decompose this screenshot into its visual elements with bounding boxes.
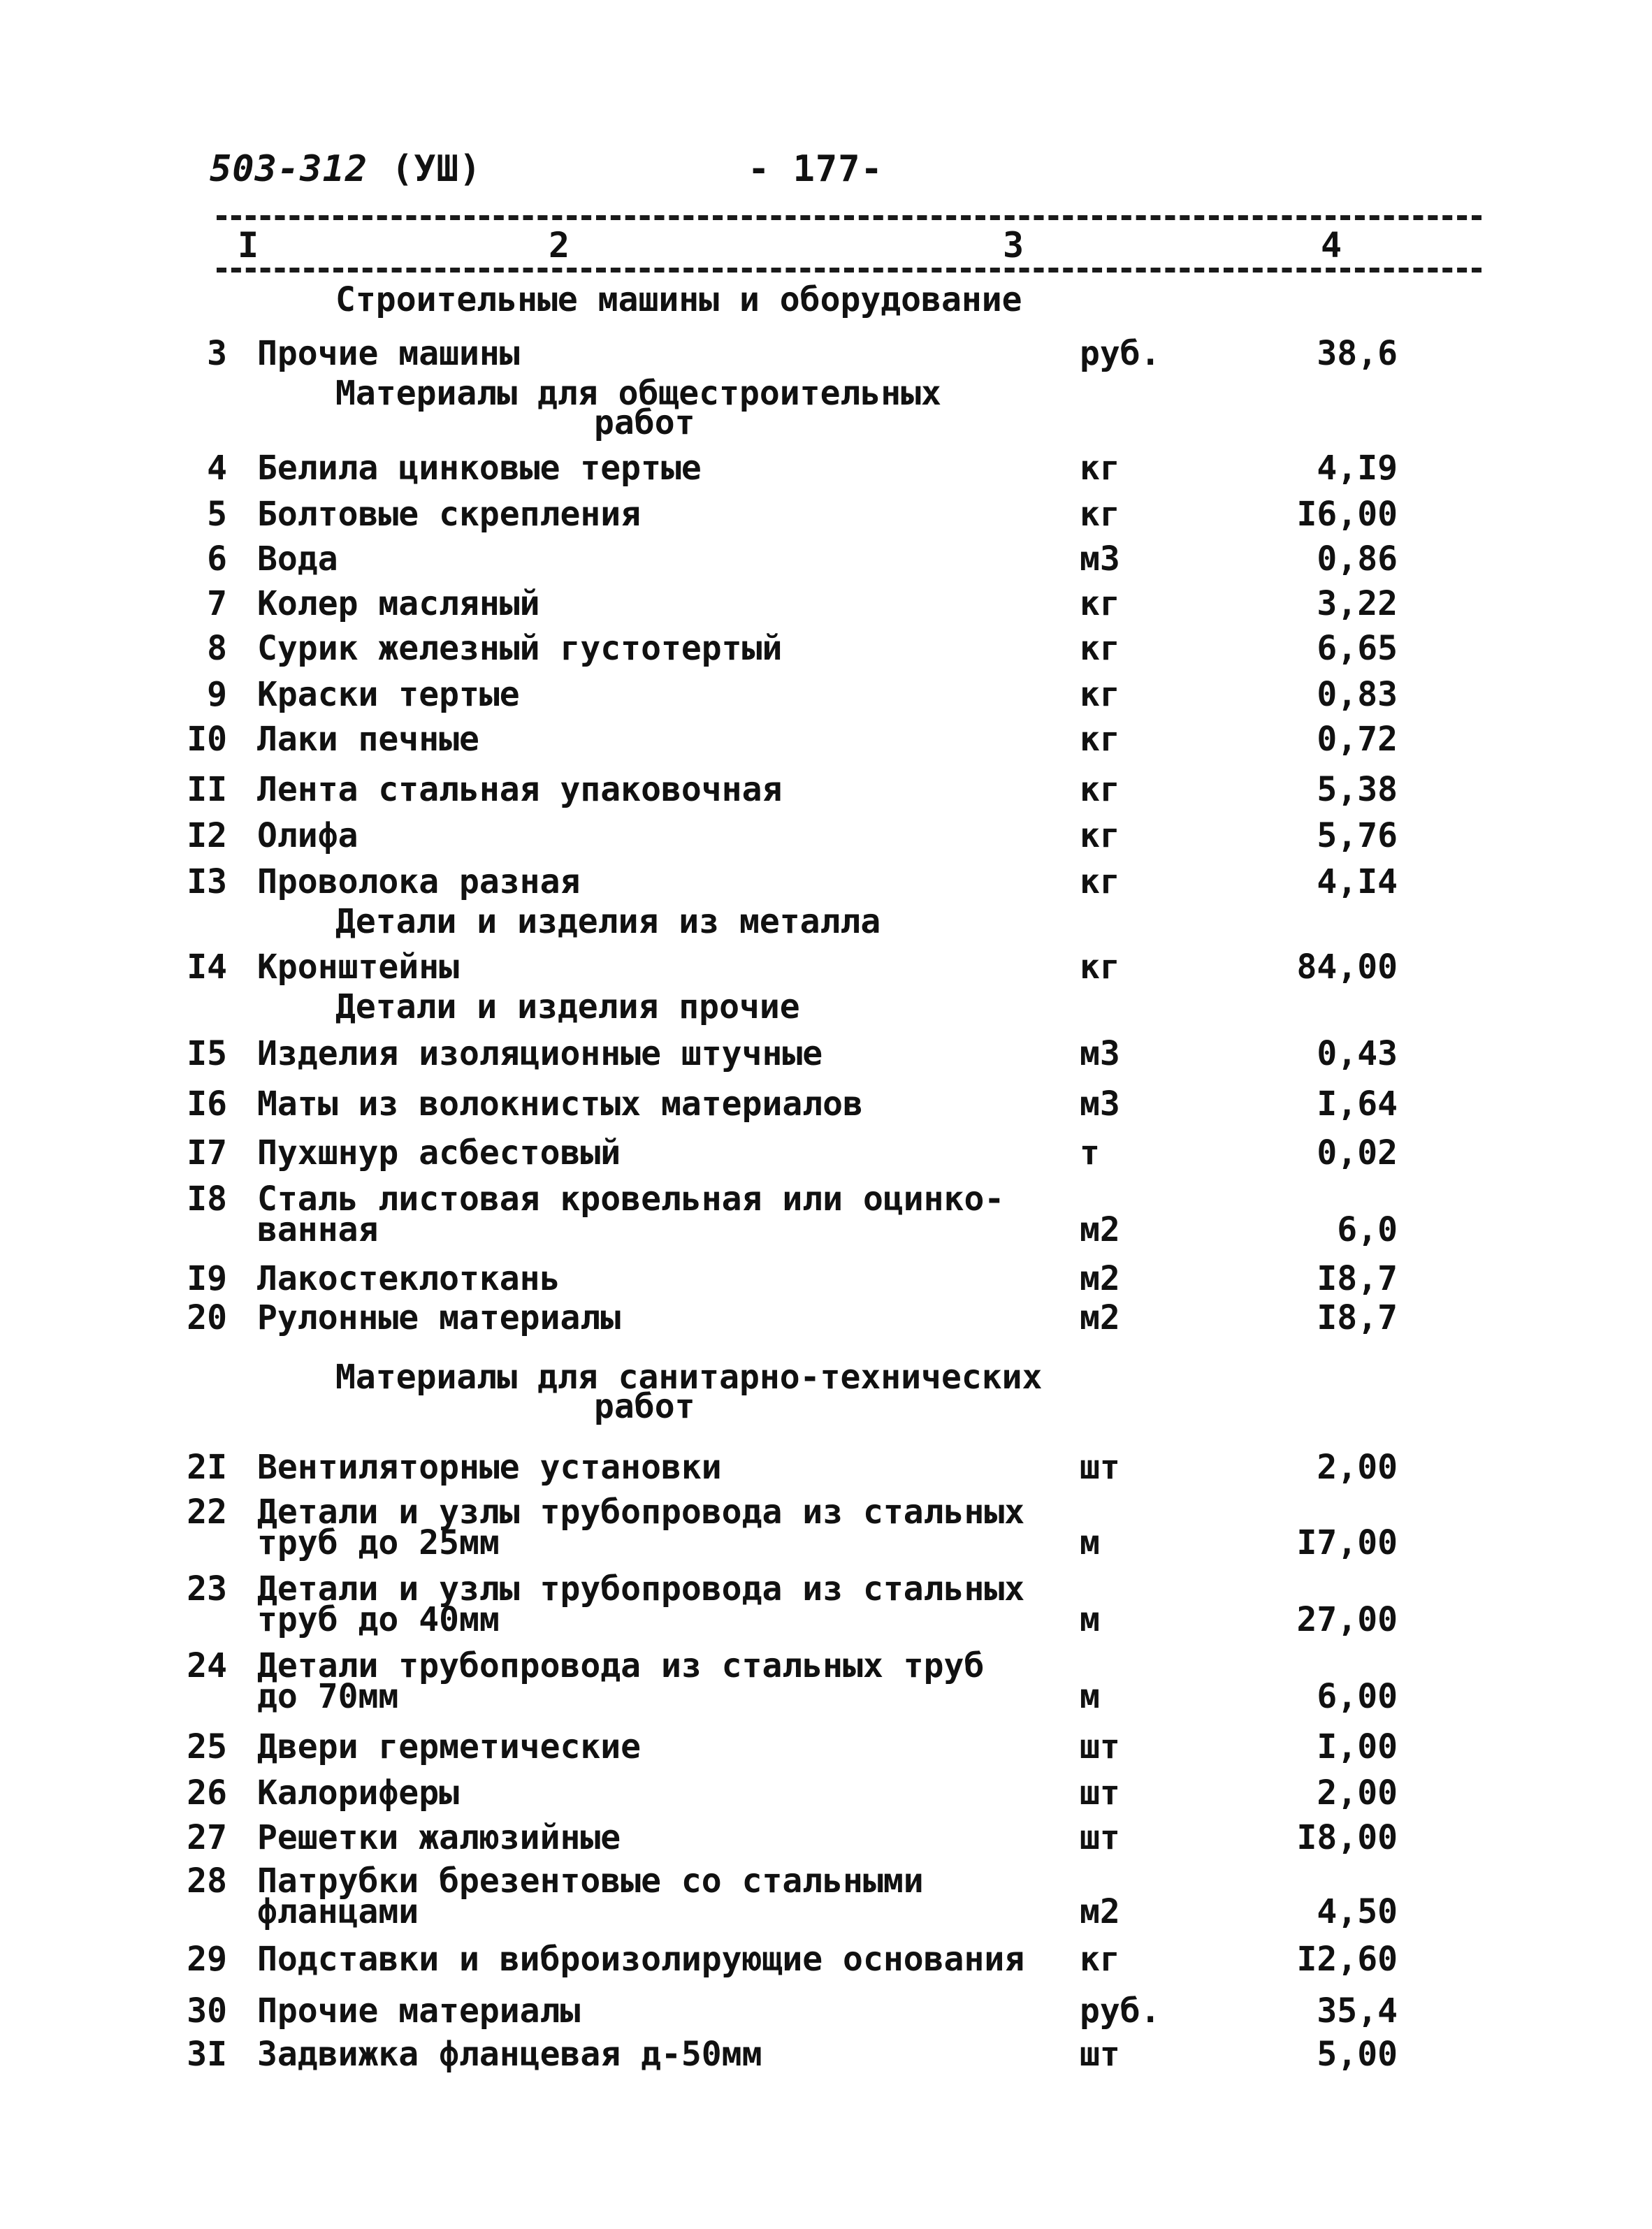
row-name-line: Проволока разная <box>257 862 581 901</box>
row-value: 6,65 <box>1317 629 1398 668</box>
row-number: 6 <box>207 539 227 579</box>
row-unit: кг <box>1080 816 1120 855</box>
row-name-line: Колер масляный <box>257 584 540 623</box>
row-name-line: Пухшнур асбестовый <box>257 1133 621 1172</box>
row-name-line: Рулонные материалы <box>257 1298 621 1337</box>
section-heading-line: Материалы для санитарно-технических <box>335 1358 1043 1397</box>
row-name <box>257 720 1068 759</box>
row-name <box>257 770 1068 809</box>
section-heading-line: Детали и изделия из металла <box>335 902 881 941</box>
row-name-line: Кронштейны <box>257 947 459 987</box>
row-name-line: Краски тертые <box>257 675 520 714</box>
row-name <box>257 1818 1068 1857</box>
row-name <box>257 1727 1068 1766</box>
row-number: I6 <box>187 1084 227 1124</box>
row-name-line: Подставки и виброизолирующие основания <box>257 1940 1025 1979</box>
row-value: I6,00 <box>1296 495 1398 534</box>
row-unit: м2 <box>1080 1892 1120 1931</box>
row-name-line: труб до 25мм <box>257 1523 500 1562</box>
column-number-2: 2 <box>549 225 570 266</box>
row-value: I,64 <box>1317 1084 1398 1124</box>
row-value: 0,83 <box>1317 675 1398 714</box>
row-name <box>257 539 1068 579</box>
row-value: I8,00 <box>1296 1818 1398 1857</box>
row-value: 27,00 <box>1296 1600 1398 1639</box>
row-value: 4,I4 <box>1317 862 1398 901</box>
row-name-line: до 70мм <box>257 1677 399 1716</box>
row-name-line: Белила цинковые тертые <box>257 449 702 488</box>
row-name-line: Лаки печные <box>257 720 479 759</box>
page-number: - 177- <box>748 148 883 190</box>
row-name-line: Вода <box>257 539 338 579</box>
row-number: I4 <box>187 947 227 987</box>
row-name <box>257 1646 1068 1716</box>
row-name <box>257 495 1068 534</box>
row-number: 9 <box>207 675 227 714</box>
row-unit: кг <box>1080 720 1120 759</box>
row-name-line: Болтовые скрепления <box>257 495 642 534</box>
row-number: 5 <box>207 495 227 534</box>
row-name <box>257 675 1068 714</box>
row-name <box>257 1084 1068 1124</box>
row-name <box>257 2035 1068 2074</box>
row-unit: м2 <box>1080 1259 1120 1298</box>
row-unit: кг <box>1080 629 1120 668</box>
row-unit: шт <box>1080 1448 1120 1487</box>
row-name <box>257 1569 1068 1639</box>
row-name <box>257 1773 1068 1813</box>
row-unit: кг <box>1080 675 1120 714</box>
row-unit: шт <box>1080 1727 1120 1766</box>
row-value: 0,43 <box>1317 1034 1398 1073</box>
row-unit: руб. <box>1080 334 1161 373</box>
row-number: I7 <box>187 1133 227 1172</box>
row-name <box>257 1448 1068 1487</box>
row-unit: м3 <box>1080 1034 1120 1073</box>
row-name-line: Олифа <box>257 816 358 855</box>
row-value: 84,00 <box>1296 947 1398 987</box>
row-name <box>257 584 1068 623</box>
row-number: I0 <box>187 720 227 759</box>
row-unit: руб. <box>1080 1991 1161 2031</box>
row-value: 4,50 <box>1317 1892 1398 1931</box>
row-name-line: Детали трубопровода из стальных труб <box>257 1646 985 1685</box>
row-unit: м3 <box>1080 1084 1120 1124</box>
row-name-line: труб до 40мм <box>257 1600 500 1639</box>
row-unit: шт <box>1080 1773 1120 1813</box>
row-number: 27 <box>187 1818 227 1857</box>
row-value: 4,I9 <box>1317 449 1398 488</box>
row-name <box>257 1298 1068 1337</box>
row-unit: кг <box>1080 947 1120 987</box>
row-name-line: Детали и узлы трубопровода из стальных <box>257 1493 1025 1532</box>
row-unit: м3 <box>1080 539 1120 579</box>
row-name-line: Прочие машины <box>257 334 520 373</box>
row-number: I5 <box>187 1034 227 1073</box>
section-heading-line: Строительные машины и оборудование <box>335 280 1022 319</box>
row-number: 29 <box>187 1940 227 1979</box>
row-name <box>257 629 1068 668</box>
row-unit: м <box>1080 1523 1100 1562</box>
row-name-line: Патрубки брезентовые со стальными <box>257 1861 924 1901</box>
row-unit: кг <box>1080 1940 1120 1979</box>
row-value: 6,0 <box>1337 1210 1398 1249</box>
row-name <box>257 1940 1068 1979</box>
header-rule-bottom <box>217 268 1481 273</box>
row-number: 28 <box>187 1861 227 1901</box>
column-number-1: I <box>238 225 259 266</box>
row-number: 30 <box>187 1991 227 2031</box>
row-unit: шт <box>1080 1818 1120 1857</box>
row-value: 6,00 <box>1317 1677 1398 1716</box>
row-unit: м2 <box>1080 1210 1120 1249</box>
row-name-line: Сталь листовая кровельная или оцинко- <box>257 1179 1005 1219</box>
row-unit: кг <box>1080 584 1120 623</box>
section-heading <box>335 280 1104 319</box>
row-value: I2,60 <box>1296 1940 1398 1979</box>
row-value: 3,22 <box>1317 584 1398 623</box>
row-number: 8 <box>207 629 227 668</box>
row-value: I8,7 <box>1317 1259 1398 1298</box>
section-heading-line: Детали и изделия прочие <box>335 987 800 1026</box>
column-number-4: 4 <box>1321 225 1342 266</box>
row-number: 24 <box>187 1646 227 1685</box>
section-heading-line: работ <box>594 403 695 442</box>
row-value: 38,6 <box>1317 334 1398 373</box>
row-value: 0,86 <box>1317 539 1398 579</box>
row-value: 5,76 <box>1317 816 1398 855</box>
row-name-line: Детали и узлы трубопровода из стальных <box>257 1569 1025 1609</box>
row-value: 5,00 <box>1317 2035 1398 2074</box>
row-number: 23 <box>187 1569 227 1609</box>
row-name <box>257 1861 1068 1931</box>
row-value: I,00 <box>1317 1727 1398 1766</box>
header-rule-top <box>217 215 1481 220</box>
row-unit: кг <box>1080 495 1120 534</box>
row-value: 2,00 <box>1317 1773 1398 1813</box>
row-number: 3 <box>207 334 227 373</box>
row-value: 0,02 <box>1317 1133 1398 1172</box>
row-name-line: ванная <box>257 1210 379 1249</box>
row-unit: т <box>1080 1133 1100 1172</box>
row-name <box>257 1259 1068 1298</box>
row-value: 5,38 <box>1317 770 1398 809</box>
section-heading <box>335 987 1104 1026</box>
section-heading-line: Материалы для общестроительных <box>335 374 941 413</box>
row-unit: кг <box>1080 862 1120 901</box>
row-unit: м2 <box>1080 1298 1120 1337</box>
row-name <box>257 816 1068 855</box>
row-number: 2I <box>187 1448 227 1487</box>
row-name-line: Калориферы <box>257 1773 459 1813</box>
row-name <box>257 1133 1068 1172</box>
row-name-line: Вентиляторные установки <box>257 1448 722 1487</box>
row-unit: м <box>1080 1600 1100 1639</box>
section-heading <box>335 1358 1104 1426</box>
row-value: 2,00 <box>1317 1448 1398 1487</box>
row-name <box>257 449 1068 488</box>
row-number: I9 <box>187 1259 227 1298</box>
row-name <box>257 1991 1068 2031</box>
row-value: I7,00 <box>1296 1523 1398 1562</box>
row-number: I3 <box>187 862 227 901</box>
row-unit: м <box>1080 1677 1100 1716</box>
row-number: 3I <box>187 2035 227 2074</box>
row-number: 25 <box>187 1727 227 1766</box>
row-name <box>257 1493 1068 1562</box>
row-number: 7 <box>207 584 227 623</box>
row-number: I8 <box>187 1179 227 1219</box>
section-heading-line: работ <box>594 1387 695 1426</box>
row-name-line: Лента стальная упаковочная <box>257 770 783 809</box>
section-heading <box>335 374 1104 442</box>
section-heading <box>335 902 1104 941</box>
section-code: (УШ) <box>391 148 482 190</box>
row-number: 4 <box>207 449 227 488</box>
row-number: 26 <box>187 1773 227 1813</box>
row-name-line: Решетки жалюзийные <box>257 1818 621 1857</box>
row-value: 0,72 <box>1317 720 1398 759</box>
row-name-line: Изделия изоляционные штучные <box>257 1034 823 1073</box>
row-value: I8,7 <box>1317 1298 1398 1337</box>
row-name <box>257 1179 1068 1249</box>
row-unit: шт <box>1080 2035 1120 2074</box>
row-name <box>257 334 1068 373</box>
row-name-line: Сурик железный густотертый <box>257 629 783 668</box>
row-unit: кг <box>1080 449 1120 488</box>
row-number: 22 <box>187 1493 227 1532</box>
row-name-line: фланцами <box>257 1892 419 1931</box>
row-number: II <box>187 770 227 809</box>
row-name-line: Прочие материалы <box>257 1991 581 2031</box>
row-value: 35,4 <box>1317 1991 1398 2031</box>
row-name <box>257 947 1068 987</box>
row-name-line: Лакостеклоткань <box>257 1259 560 1298</box>
row-unit: кг <box>1080 770 1120 809</box>
column-number-3: 3 <box>1003 225 1024 266</box>
row-name-line: Двери герметические <box>257 1727 642 1766</box>
row-name-line: Задвижка фланцевая д-50мм <box>257 2035 762 2074</box>
row-name-line: Маты из волокнистых материалов <box>257 1084 863 1124</box>
document-code: 503-312 <box>210 148 368 190</box>
row-number: I2 <box>187 816 227 855</box>
row-number: 20 <box>187 1298 227 1337</box>
row-name <box>257 1034 1068 1073</box>
row-name <box>257 862 1068 901</box>
